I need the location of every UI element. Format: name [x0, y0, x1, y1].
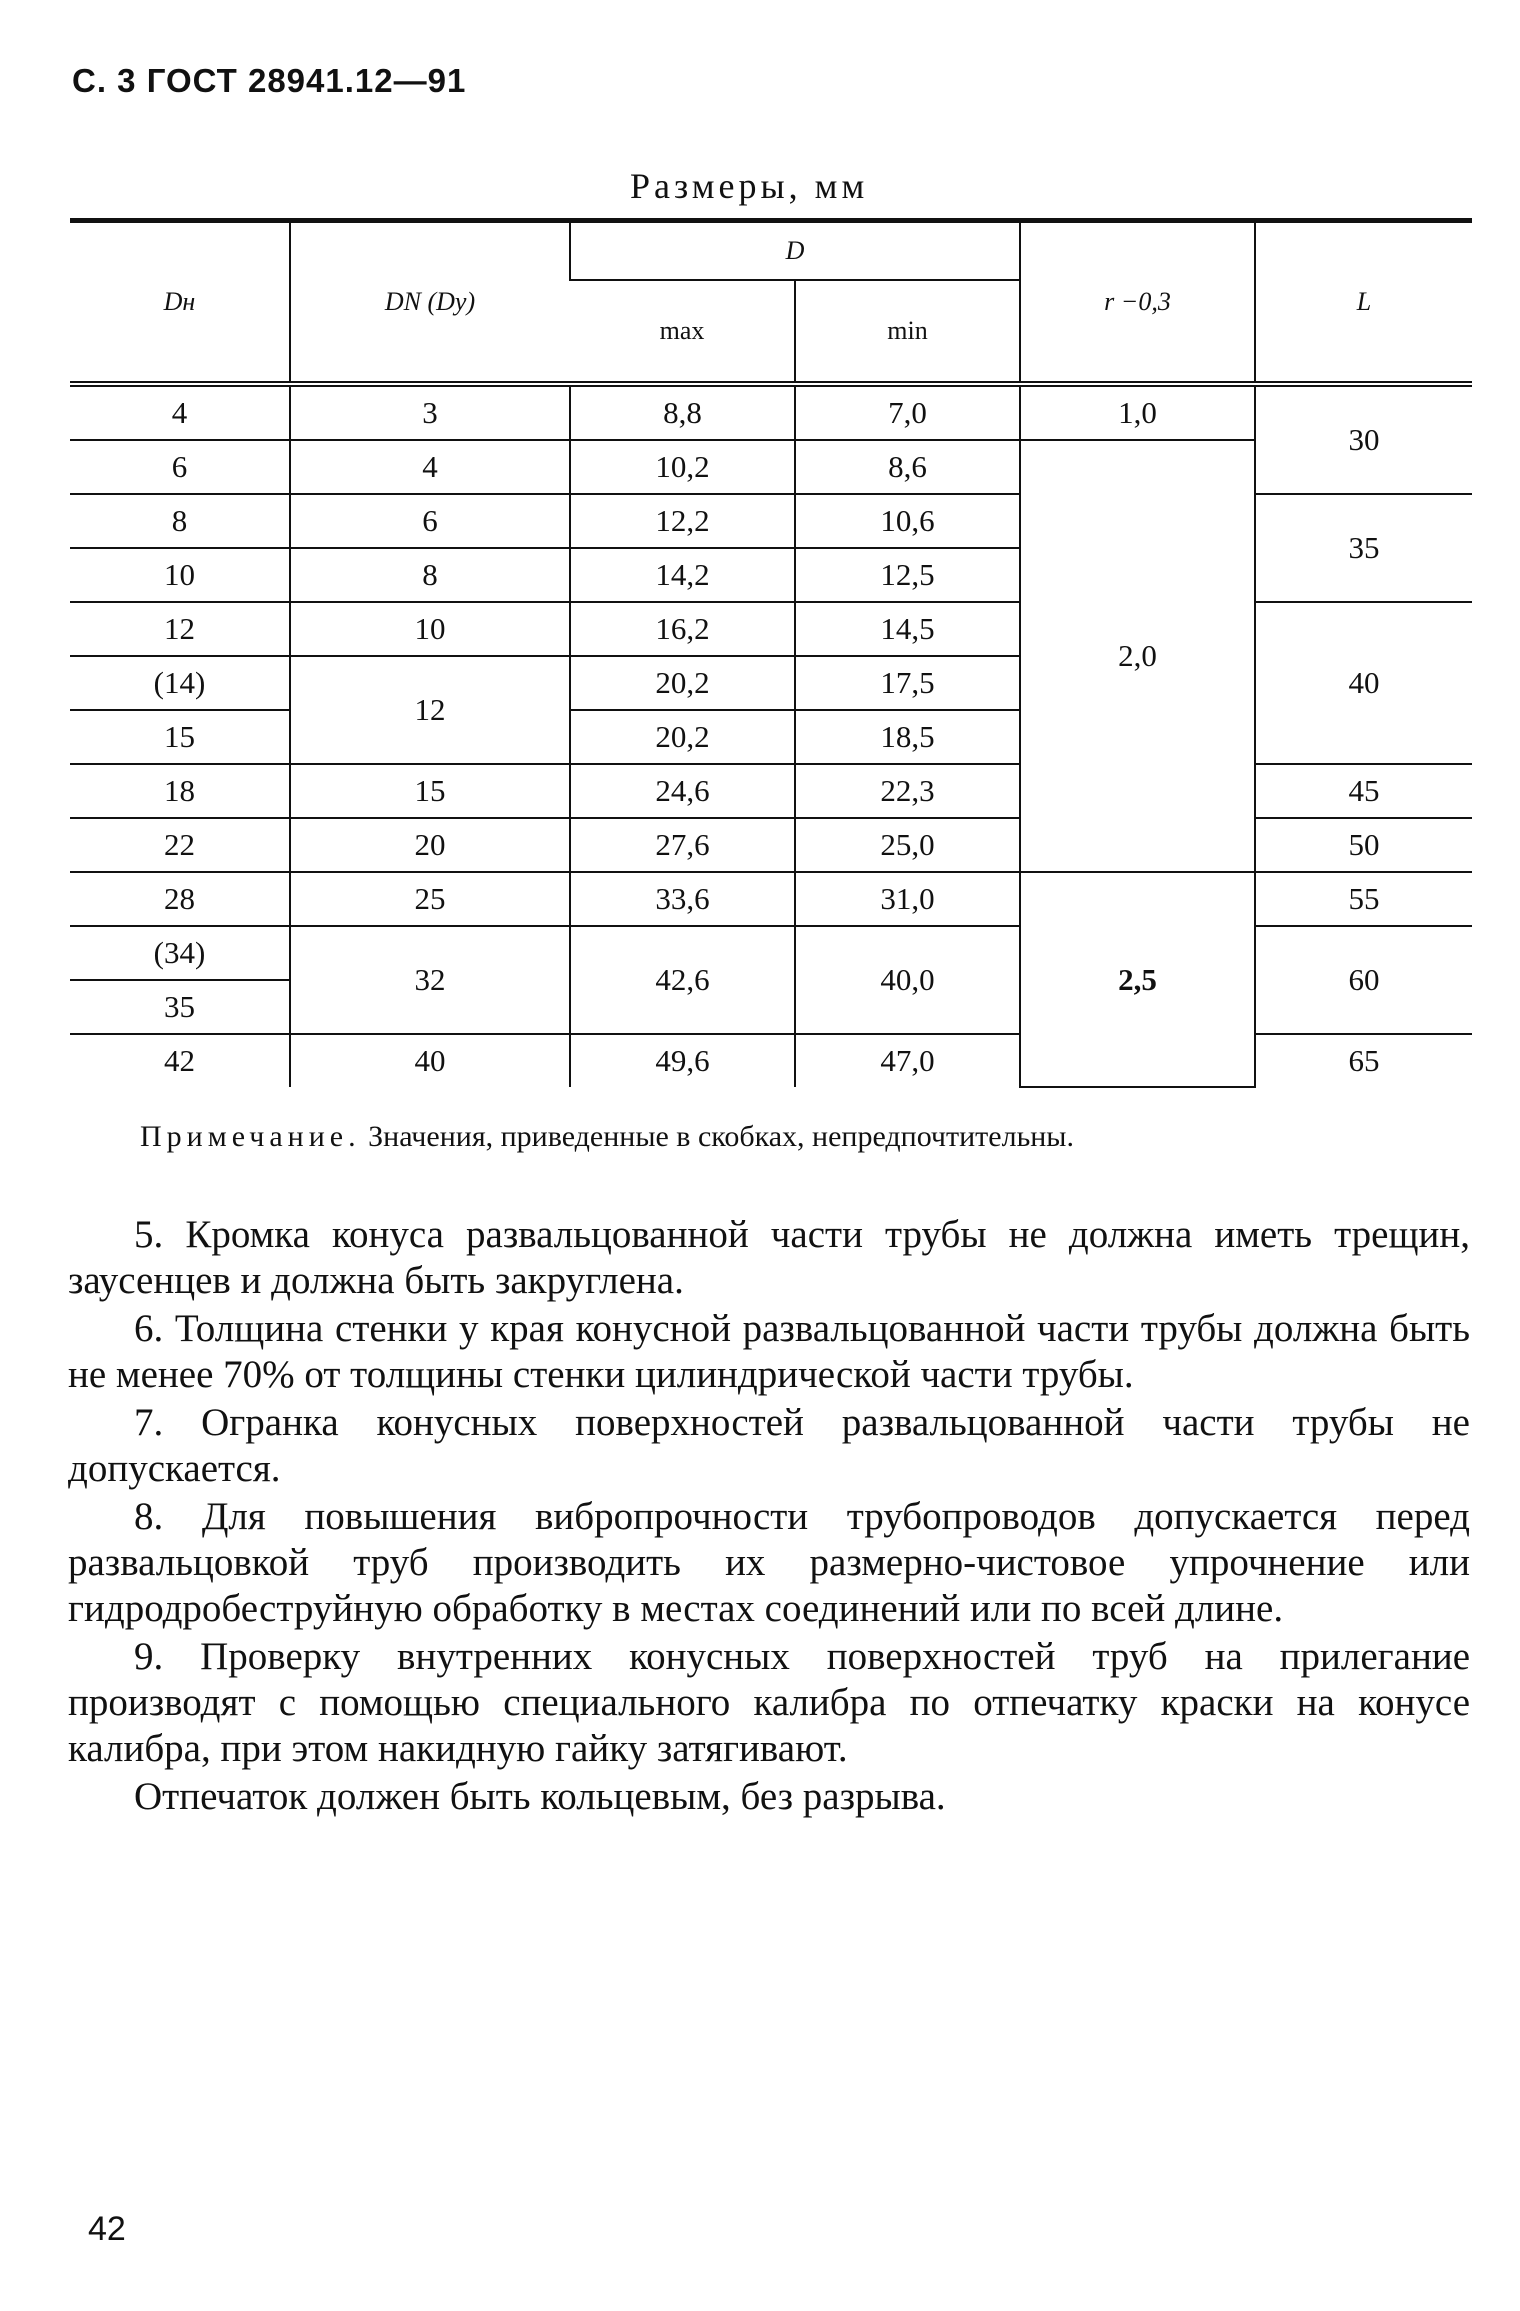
- cell-d-min: 10,6: [795, 494, 1020, 548]
- table-row: [70, 384, 1472, 440]
- cell-d-min: 12,5: [795, 548, 1020, 602]
- cell-dn-nominal: 10: [290, 602, 570, 656]
- header-d-max: max: [570, 280, 795, 384]
- cell-d-max: 20,2: [570, 710, 795, 764]
- header-dn-outer: Dн: [163, 287, 196, 316]
- cell-dn-outer: (14): [70, 656, 290, 710]
- paragraph: Отпечаток должен быть кольцевым, без разрыва.: [134, 1775, 946, 1818]
- cell-dn-nominal: 12: [290, 656, 570, 764]
- page-number: 42: [88, 2210, 126, 2248]
- cell-dn-outer: 15: [70, 710, 290, 764]
- cell-dn-nominal: 4: [290, 440, 570, 494]
- cell-d-min: 14,5: [795, 602, 1020, 656]
- cell-dn-nominal: 6: [290, 494, 570, 548]
- cell-dn-outer: 35: [70, 980, 290, 1034]
- cell-l: 30: [1255, 384, 1472, 494]
- paragraph: 9. Проверку внутренних конусных поверхностей труб на прилегание производят с помощью специального калибра по отпечатку краски на конусе калибра, при этом накидную гайку затягивают.: [68, 1635, 1470, 1770]
- cell-r: 2,0: [1020, 440, 1255, 872]
- cell-r: 2,5: [1020, 872, 1255, 1087]
- header-d-min: min: [795, 280, 1020, 384]
- cell-dn-outer: 18: [70, 764, 290, 818]
- cell-d-max: 49,6: [570, 1034, 795, 1087]
- cell-d-min: 17,5: [795, 656, 1020, 710]
- cell-l: 40: [1255, 602, 1472, 764]
- cell-d-min: 22,3: [795, 764, 1020, 818]
- cell-d-min: 18,5: [795, 710, 1020, 764]
- cell-l: 65: [1255, 1034, 1472, 1087]
- cell-d-max: 42,6: [570, 926, 795, 1034]
- page-header: С. 3 ГОСТ 28941.12—91: [72, 62, 467, 99]
- dimensions-table: [70, 218, 1472, 1088]
- note-label: Примечание.: [140, 1120, 361, 1153]
- paragraph: 8. Для повышения вибропрочности трубопроводов допускается перед развальцовкой труб производить их размерно-чистовое упрочнение или гидродробеструйную обработку в местах соединений или по всей длине.: [68, 1495, 1470, 1630]
- cell-d-min: 7,0: [795, 384, 1020, 440]
- paragraph: 5. Кромка конуса развальцованной части трубы не должна иметь трещин, заусенцев и должна быть закруглена.: [68, 1213, 1470, 1302]
- cell-dn-nominal: 20: [290, 818, 570, 872]
- cell-d-min: 40,0: [795, 926, 1020, 1034]
- note-text: Значения, приведенные в скобках, непредпочтительны.: [368, 1120, 1074, 1153]
- header-d-group: D: [570, 221, 1020, 281]
- cell-l: 60: [1255, 926, 1472, 1034]
- cell-dn-nominal: 15: [290, 764, 570, 818]
- cell-dn-nominal: 32: [290, 926, 570, 1034]
- cell-dn-outer: 4: [70, 384, 290, 440]
- cell-d-min: 31,0: [795, 872, 1020, 926]
- cell-dn-nominal: 40: [290, 1034, 570, 1087]
- header-r: r −0,3: [1020, 221, 1255, 385]
- cell-dn-nominal: 3: [290, 384, 570, 440]
- cell-dn-outer: 28: [70, 872, 290, 926]
- cell-d-max: 8,8: [570, 384, 795, 440]
- table-row: [70, 818, 1472, 872]
- cell-dn-nominal: 25: [290, 872, 570, 926]
- table-row: [70, 494, 1472, 548]
- table-row: [70, 926, 1472, 980]
- cell-d-max: 10,2: [570, 440, 795, 494]
- cell-d-max: 33,6: [570, 872, 795, 926]
- cell-dn-outer: (34): [70, 926, 290, 980]
- header-l: L: [1255, 221, 1472, 385]
- cell-dn-outer: 22: [70, 818, 290, 872]
- cell-d-min: 25,0: [795, 818, 1020, 872]
- cell-d-max: 14,2: [570, 548, 795, 602]
- cell-dn-nominal: 8: [290, 548, 570, 602]
- cell-d-max: 24,6: [570, 764, 795, 818]
- cell-l: 55: [1255, 872, 1472, 926]
- cell-dn-outer: 8: [70, 494, 290, 548]
- paragraph: 6. Толщина стенки у края конусной развальцованной части трубы должна быть не менее 70% от толщины стенки цилиндрической части трубы.: [68, 1307, 1470, 1396]
- cell-d-max: 16,2: [570, 602, 795, 656]
- cell-d-max: 20,2: [570, 656, 795, 710]
- paragraph: 7. Огранка конусных поверхностей развальцованной части трубы не допускается.: [68, 1401, 1470, 1490]
- cell-r: 1,0: [1020, 384, 1255, 440]
- cell-d-min: 47,0: [795, 1034, 1020, 1087]
- table-note: [140, 1120, 1074, 1154]
- cell-d-max: 12,2: [570, 494, 795, 548]
- cell-dn-outer: 10: [70, 548, 290, 602]
- cell-l: 35: [1255, 494, 1472, 602]
- table-row: [70, 1034, 1472, 1087]
- table-caption: Размеры, мм: [630, 166, 869, 206]
- cell-dn-outer: 12: [70, 602, 290, 656]
- cell-l: 50: [1255, 818, 1472, 872]
- table-row: [70, 602, 1472, 656]
- cell-dn-outer: 6: [70, 440, 290, 494]
- table-row: [70, 764, 1472, 818]
- cell-dn-outer: 42: [164, 1043, 195, 1078]
- cell-d-min: 8,6: [795, 440, 1020, 494]
- cell-d-max: 27,6: [570, 818, 795, 872]
- body-text: [68, 1212, 1470, 1822]
- cell-l: 45: [1255, 764, 1472, 818]
- header-dn-nominal: DN (Dу): [290, 221, 570, 385]
- table-row: [70, 872, 1472, 926]
